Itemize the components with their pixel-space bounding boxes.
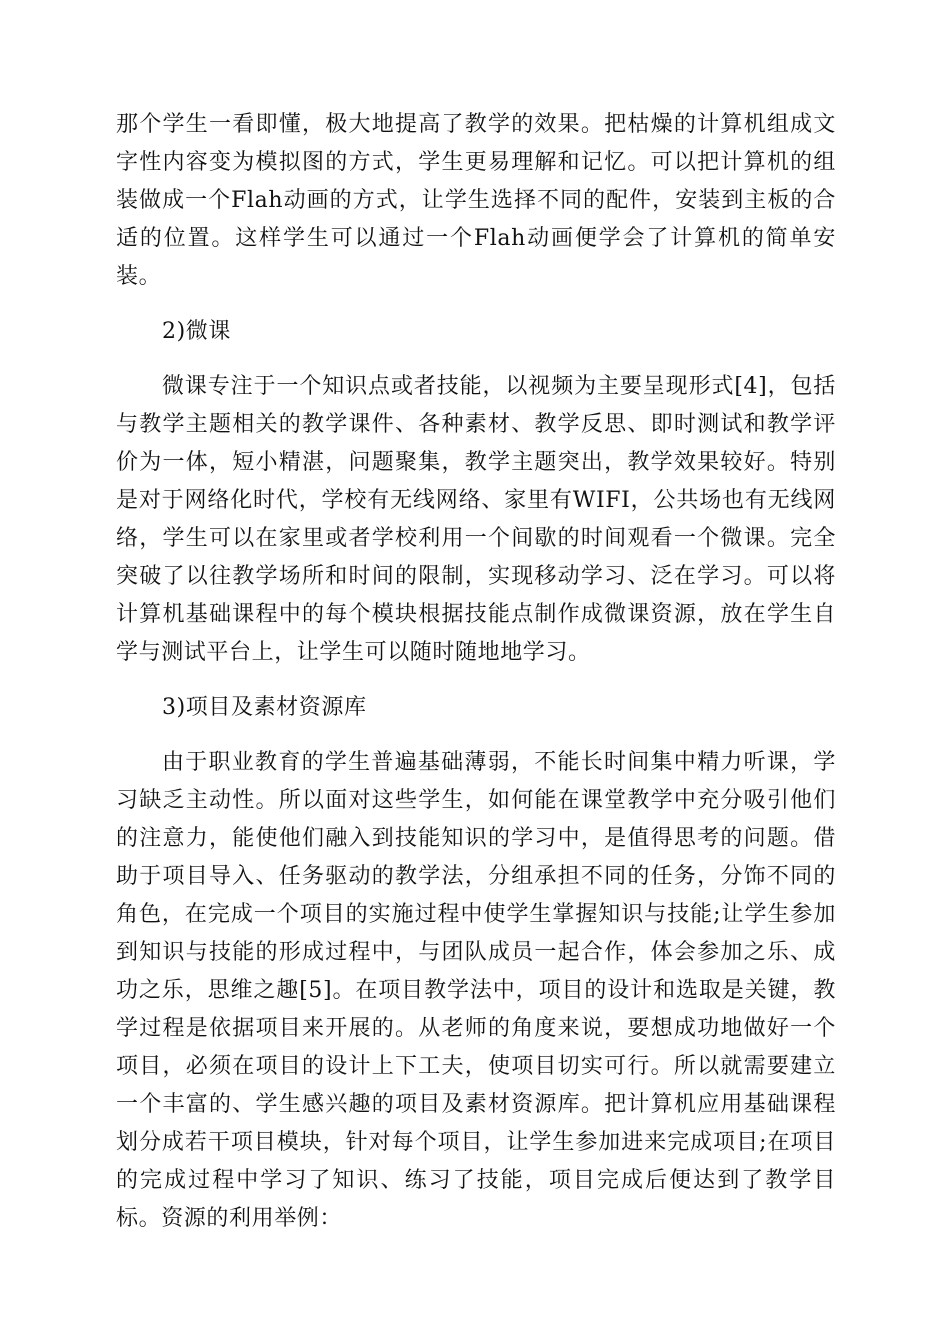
- paragraph-flash-animation: 那个学生一看即懂，极大地提高了教学的效果。把枯燥的计算机组成文字性内容变为模拟图的方式，学生更易理解和记忆。可以把计算机的组装做成一个Flah动画的方式，让学生选择不同的配件，安装到主板的合适的位置。这样学生可以通过一个Flah动画便学会了计算机的简单安装。: [116, 112, 836, 289]
- paragraph-project-resource-library: 由于职业教育的学生普遍基础薄弱，不能长时间集中精力听课，学习缺乏主动性。所以面对这些学生，如何能在课堂教学中充分吸引他们的注意力，能使他们融入到技能知识的学习中，是值得思考的问题。借助于项目导入、任务驱动的教学法，分组承担不同的任务，分饰不同的角色，在完成一个项目的实施过程中使学生掌握知识与技能;让学生参加到知识与技能的形成过程中，与团队成员一起合作，体会参加之乐、成功之乐，思维之趣[5]。在项目教学法中，项目的设计和选取是关键，教学过程是依据项目来开展的。从老师的角度来说，要想成功地做好一个项目，必须在项目的设计上下工夫，使项目切实可行。所以就需要建立一个丰富的、学生感兴趣的项目及素材资源库。把计算机应用基础课程划分成若干项目模块，针对每个项目，让学生参加进来完成项目;在项目的完成过程中学习了知识、练习了技能，项目完成后便达到了教学目标。资源的利用举例：: [116, 750, 836, 1231]
- section-heading-micro-course: 2)微课: [162, 319, 231, 344]
- document-body: [116, 106, 836, 1255]
- section-heading-project-resource-library: 3)项目及素材资源库: [162, 695, 367, 720]
- paragraph-micro-course: 微课专注于一个知识点或者技能，以视频为主要呈现形式[4]，包括与教学主题相关的教学课件、各种素材、教学反思、即时测试和教学评价为一体，短小精湛，问题聚集，教学主题突出，教学效果较好。特别是对于网络化时代，学校有无线网络、家里有WIFI，公共场也有无线网络，学生可以在家里或者学校利用一个间歇的时间观看一个微课。完全突破了以往教学场所和时间的限制，实现移动学习、泛在学习。可以将计算机基础课程中的每个模块根据技能点制作成微课资源，放在学生自学与测试平台上，让学生可以随时随地地学习。: [116, 374, 836, 665]
